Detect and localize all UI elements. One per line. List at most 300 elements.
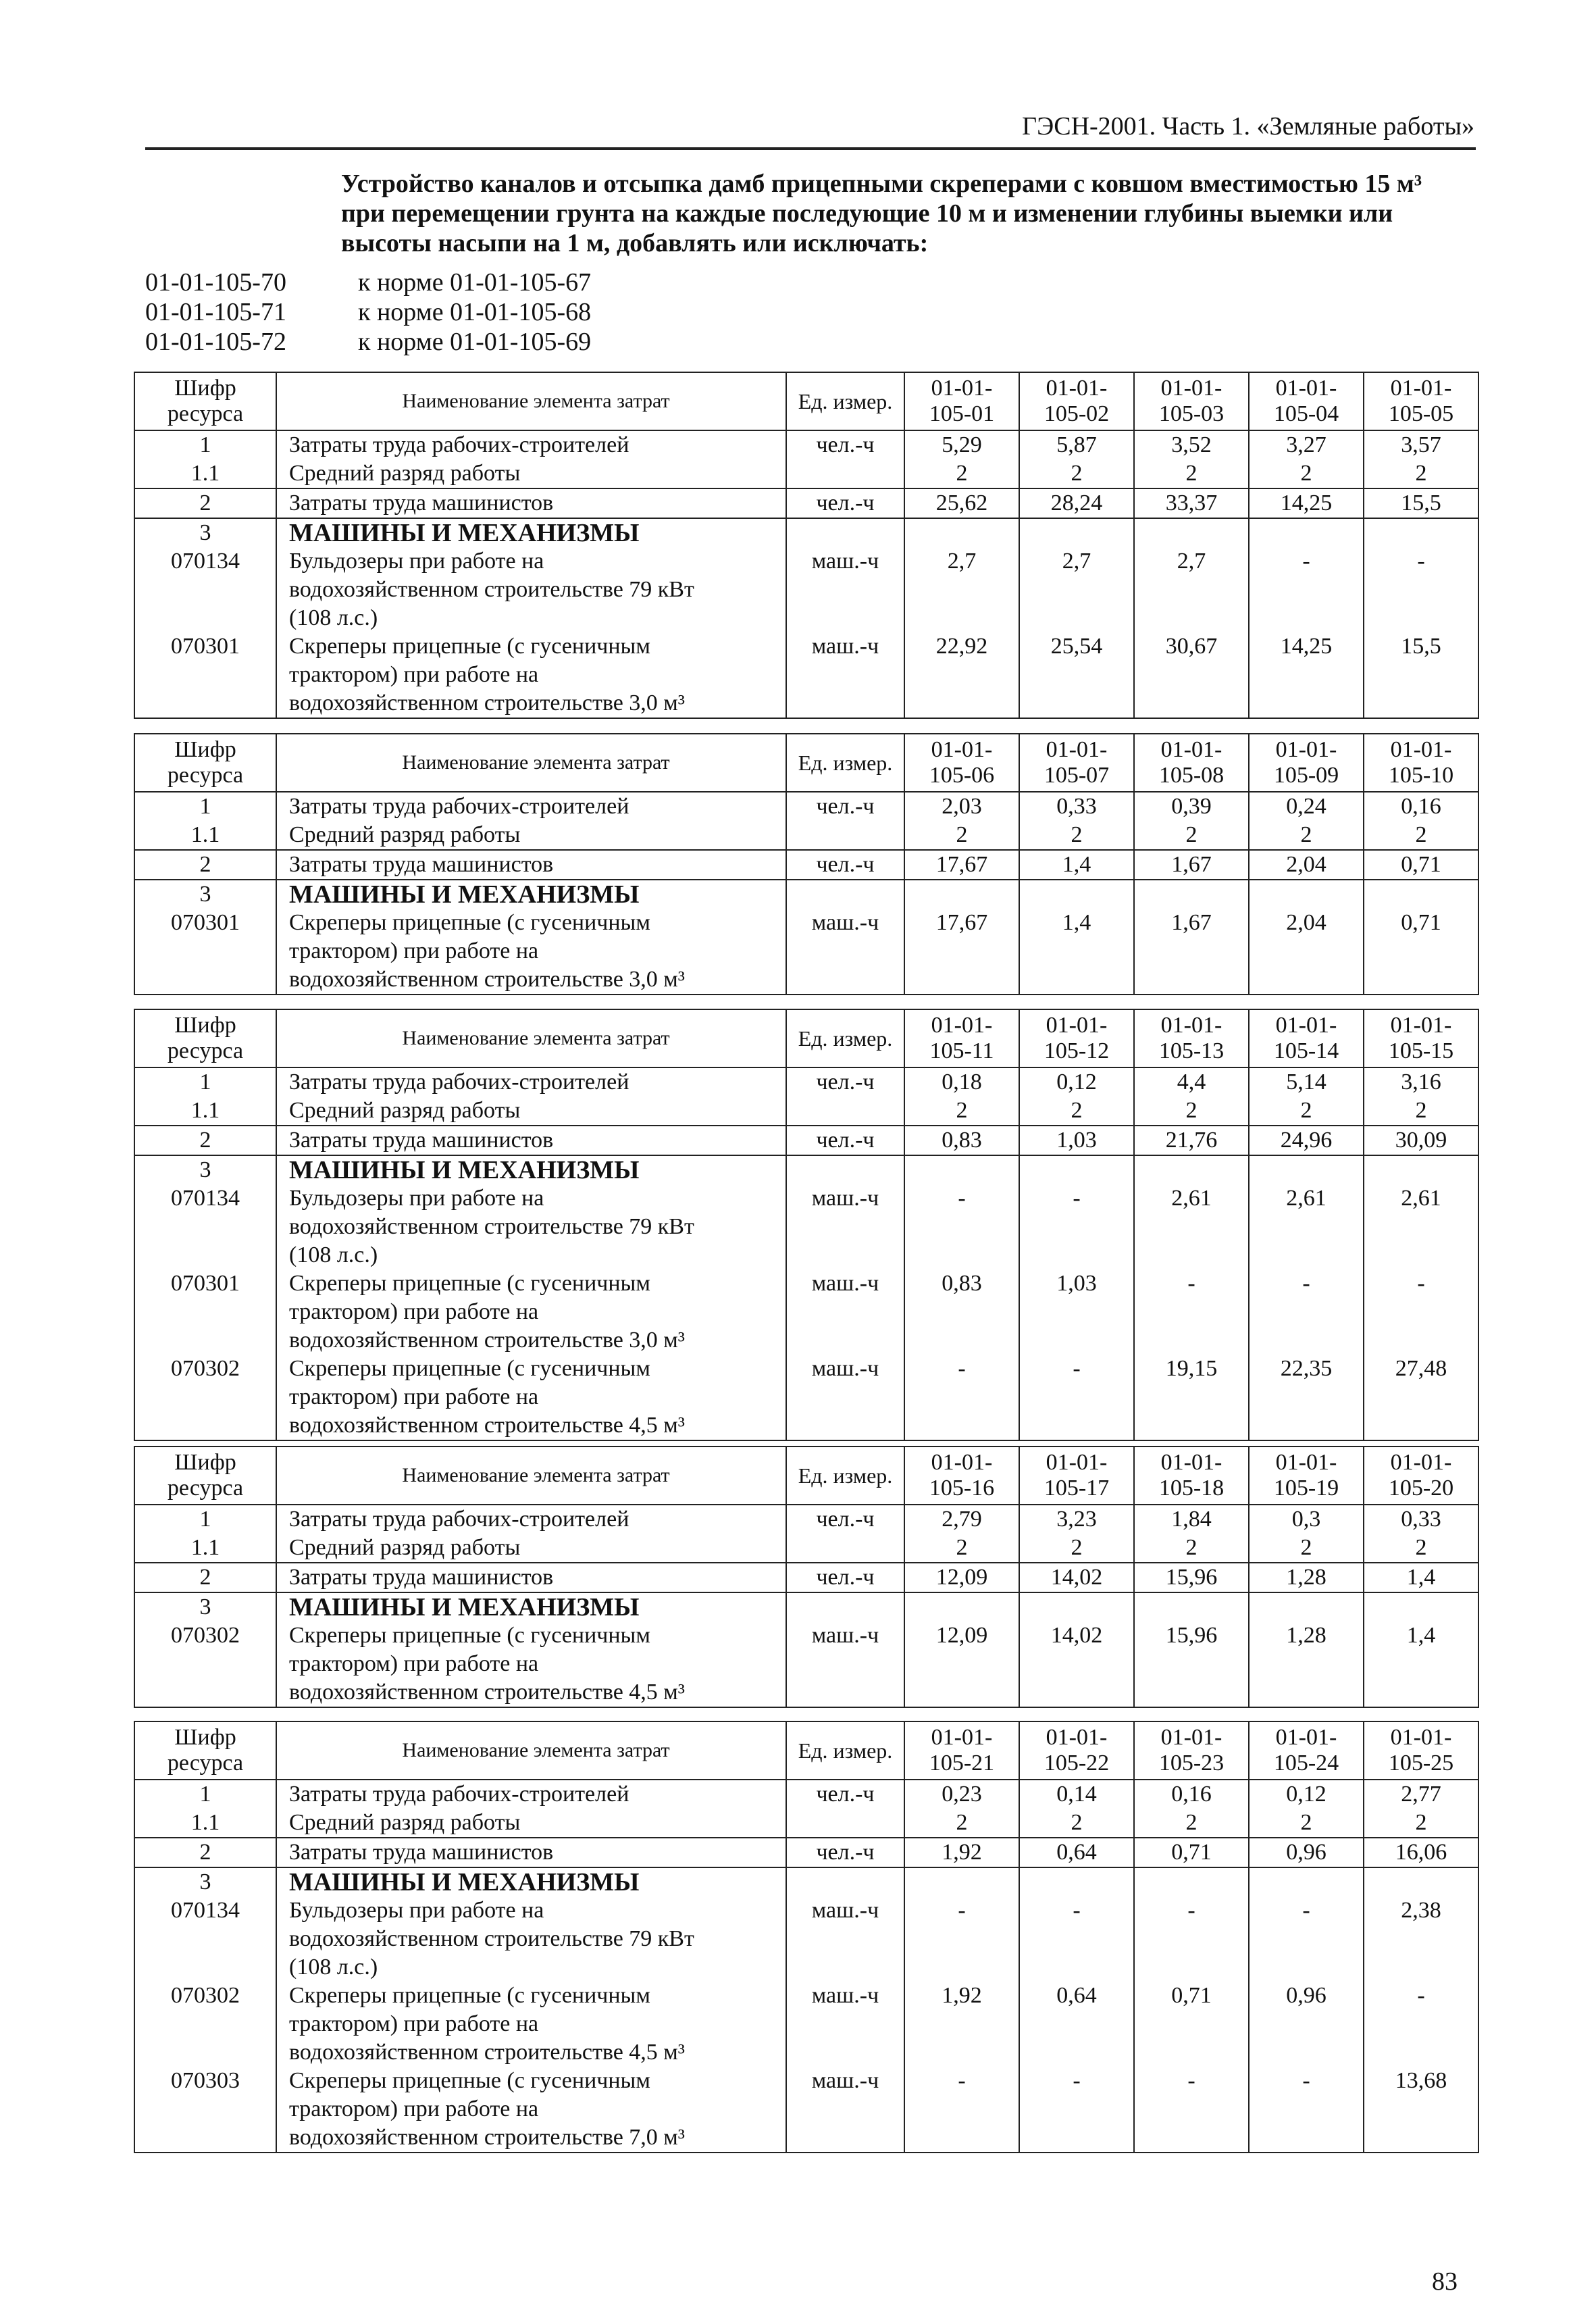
value-cell: 2	[1134, 821, 1249, 850]
resource-unit: маш.-ч	[786, 547, 904, 632]
norm-suffix: 105-06	[929, 763, 995, 788]
norm-suffix: 105-19	[1273, 1476, 1339, 1501]
resource-name	[276, 1184, 786, 1269]
value-cell: 0,64	[1019, 1982, 1134, 2067]
value-cell: -	[1019, 1184, 1134, 1269]
resource-name-line: водохозяйственном строительстве 7,0 м³	[289, 2125, 686, 2150]
table-row	[134, 880, 1478, 909]
resource-code: 070301	[134, 909, 276, 995]
column-header-name: Наименование элемента затрат	[276, 1447, 786, 1505]
column-header-name: Наименование элемента затрат	[276, 1009, 786, 1067]
value-cell: 0,18	[904, 1067, 1019, 1097]
resource-unit: маш.-ч	[786, 1896, 904, 1982]
resource-unit	[786, 880, 904, 909]
value-cell: 2	[1019, 1809, 1134, 1838]
resource-unit: маш.-ч	[786, 632, 904, 718]
resource-name-line: (108 л.с.)	[289, 605, 378, 630]
resource-name	[276, 1896, 786, 1982]
table-row	[134, 1809, 1478, 1838]
resource-code: 1	[134, 1505, 276, 1534]
column-header-norm	[1019, 372, 1134, 430]
norm-prefix: 01-01-	[1390, 1725, 1452, 1750]
table-row	[134, 518, 1478, 547]
table-row	[134, 1838, 1478, 1867]
value-cell: -	[1134, 2067, 1249, 2153]
resource-table	[134, 1446, 1479, 1708]
value-cell: 2	[904, 1097, 1019, 1126]
resource-code: 1	[134, 792, 276, 821]
table-row	[134, 1534, 1478, 1563]
resource-name-line: трактором) при работе на	[289, 2011, 539, 2036]
value-cell: 2	[1249, 459, 1364, 488]
value-cell: 14,25	[1249, 632, 1364, 718]
table-row	[134, 734, 1478, 792]
section-title: МАШИНЫ И МЕХАНИЗМЫ	[276, 518, 786, 547]
value-cell: -	[1134, 1269, 1249, 1355]
value-cell: 15,5	[1364, 488, 1478, 518]
resource-code: 1.1	[134, 1097, 276, 1126]
value-cell: -	[1249, 1896, 1364, 1982]
resource-unit: чел.-ч	[786, 1563, 904, 1592]
resource-name-line: (108 л.с.)	[289, 1242, 378, 1267]
table-row	[134, 1621, 1478, 1707]
norm-prefix: 01-01-	[1275, 1450, 1337, 1475]
column-header-name: Наименование элемента затрат	[276, 372, 786, 430]
value-cell: -	[904, 1896, 1019, 1982]
resource-code: 1.1	[134, 1809, 276, 1838]
norm-prefix: 01-01-	[1390, 1013, 1452, 1038]
value-cell	[1364, 1155, 1478, 1184]
column-header-norm	[1249, 372, 1364, 430]
table-row	[134, 1780, 1478, 1809]
norm-prefix: 01-01-	[1160, 1725, 1222, 1750]
section-title: МАШИНЫ И МЕХАНИЗМЫ	[276, 1155, 786, 1184]
value-cell: 0,33	[1364, 1505, 1478, 1534]
norm-suffix: 105-14	[1273, 1038, 1339, 1063]
resource-name-line: водохозяйственном строительстве 3,0 м³	[289, 967, 686, 992]
resource-code: 070302	[134, 1621, 276, 1707]
value-cell: -	[1249, 1269, 1364, 1355]
norm-reference-text: к норме 01-01-105-67	[358, 268, 592, 297]
norm-reference-row	[145, 297, 591, 327]
running-header: ГЭСН-2001. Часть 1. «Земляные работы»	[1022, 112, 1474, 141]
norm-prefix: 01-01-	[931, 1450, 993, 1475]
norm-suffix: 105-04	[1273, 401, 1339, 426]
value-cell	[904, 1155, 1019, 1184]
value-cell: 2,7	[904, 547, 1019, 632]
value-cell: 28,24	[1019, 488, 1134, 518]
table-row	[134, 1097, 1478, 1126]
norm-prefix: 01-01-	[1275, 737, 1337, 762]
resource-code: 1	[134, 430, 276, 459]
table-row	[134, 488, 1478, 518]
value-cell: 1,92	[904, 1982, 1019, 2067]
norm-suffix: 105-20	[1388, 1476, 1454, 1501]
value-cell: 25,62	[904, 488, 1019, 518]
norm-prefix: 01-01-	[1160, 1450, 1222, 1475]
resource-unit	[786, 1534, 904, 1563]
value-cell: 0,16	[1364, 792, 1478, 821]
resource-name	[276, 1355, 786, 1440]
value-cell: 3,57	[1364, 430, 1478, 459]
value-cell: 0,96	[1249, 1838, 1364, 1867]
resource-name	[276, 632, 786, 718]
norm-suffix: 105-25	[1388, 1751, 1454, 1776]
resource-unit: маш.-ч	[786, 909, 904, 995]
value-cell: -	[1134, 1896, 1249, 1982]
norm-suffix: 105-08	[1158, 763, 1225, 788]
value-cell: 2	[1364, 1097, 1478, 1126]
resource-name-line: Скреперы прицепные (с гусеничным	[289, 1356, 650, 1381]
resource-name-line: Скреперы прицепные (с гусеничным	[289, 2068, 650, 2093]
norm-suffix: 105-15	[1388, 1038, 1454, 1063]
column-header-norm	[904, 1447, 1019, 1505]
norm-prefix: 01-01-	[931, 737, 993, 762]
header-code-line: Шифр	[174, 1450, 236, 1475]
resource-name: Средний разряд работы	[276, 459, 786, 488]
value-cell	[904, 1592, 1019, 1621]
resource-table	[134, 1721, 1479, 2153]
value-cell	[904, 1867, 1019, 1896]
header-rule	[145, 147, 1476, 150]
value-cell: 2,03	[904, 792, 1019, 821]
resource-name: Средний разряд работы	[276, 821, 786, 850]
value-cell: -	[1019, 1355, 1134, 1440]
value-cell: -	[904, 1184, 1019, 1269]
value-cell: 2	[1364, 821, 1478, 850]
value-cell	[1019, 1592, 1134, 1621]
resource-unit	[786, 1809, 904, 1838]
resource-name: Затраты труда машинистов	[276, 1126, 786, 1155]
resource-name	[276, 909, 786, 995]
resource-code: 2	[134, 488, 276, 518]
norm-code: 01-01-105-72	[145, 328, 286, 356]
value-cell: -	[1019, 2067, 1134, 2153]
resource-unit	[786, 518, 904, 547]
resource-unit: маш.-ч	[786, 1982, 904, 2067]
value-cell: 1,28	[1249, 1621, 1364, 1707]
value-cell: 19,15	[1134, 1355, 1249, 1440]
resource-name: Затраты труда рабочих-строителей	[276, 430, 786, 459]
column-header-code	[134, 1721, 276, 1780]
value-cell: 21,76	[1134, 1126, 1249, 1155]
column-header-unit: Ед. измер.	[786, 1009, 904, 1067]
resource-name: Средний разряд работы	[276, 1534, 786, 1563]
norm-prefix: 01-01-	[1160, 376, 1222, 401]
norm-prefix: 01-01-	[931, 1725, 993, 1750]
value-cell	[1019, 880, 1134, 909]
norm-prefix: 01-01-	[1160, 737, 1222, 762]
norm-suffix: 105-12	[1044, 1038, 1110, 1063]
resource-code: 1	[134, 1067, 276, 1097]
column-header-norm	[1364, 734, 1478, 792]
table-row	[134, 547, 1478, 632]
value-cell: 2,04	[1249, 850, 1364, 880]
value-cell: 14,25	[1249, 488, 1364, 518]
table-row	[134, 1155, 1478, 1184]
resource-code: 070303	[134, 2067, 276, 2153]
resource-unit	[786, 1592, 904, 1621]
value-cell: 2	[1249, 1534, 1364, 1563]
value-cell	[1364, 1592, 1478, 1621]
resource-name-line: Бульдозеры при работе на	[289, 1186, 544, 1211]
resource-name-line: (108 л.с.)	[289, 1955, 378, 1980]
value-cell: 1,4	[1019, 850, 1134, 880]
value-cell: 1,28	[1249, 1563, 1364, 1592]
resource-code: 1.1	[134, 459, 276, 488]
table-row	[134, 2067, 1478, 2153]
resource-code: 3	[134, 1867, 276, 1896]
value-cell: -	[1019, 1896, 1134, 1982]
table-row	[134, 372, 1478, 430]
value-cell: -	[1364, 547, 1478, 632]
norm-prefix: 01-01-	[1046, 1013, 1108, 1038]
resource-unit	[786, 459, 904, 488]
norm-suffix: 105-23	[1158, 1751, 1225, 1776]
resource-name: Средний разряд работы	[276, 1809, 786, 1838]
value-cell: 2	[1019, 1534, 1134, 1563]
value-cell	[1249, 1155, 1364, 1184]
value-cell: 1,4	[1364, 1621, 1478, 1707]
value-cell: 1,92	[904, 1838, 1019, 1867]
column-header-norm	[1134, 372, 1249, 430]
norm-suffix: 105-11	[929, 1038, 994, 1063]
value-cell	[1249, 518, 1364, 547]
table-row	[134, 1563, 1478, 1592]
table-row	[134, 632, 1478, 718]
resource-code: 070302	[134, 1355, 276, 1440]
value-cell: 1,4	[1019, 909, 1134, 995]
resource-unit	[786, 1155, 904, 1184]
norm-suffix: 105-01	[929, 401, 995, 426]
value-cell: 33,37	[1134, 488, 1249, 518]
column-header-norm	[1249, 1721, 1364, 1780]
column-header-code	[134, 372, 276, 430]
resource-code: 2	[134, 1563, 276, 1592]
resource-unit: чел.-ч	[786, 1505, 904, 1534]
resource-name-line: трактором) при работе на	[289, 938, 539, 963]
resource-code: 070302	[134, 1982, 276, 2067]
resource-code: 1.1	[134, 1534, 276, 1563]
value-cell	[1249, 1867, 1364, 1896]
resource-name-line: Бульдозеры при работе на	[289, 549, 544, 574]
table-row	[134, 1067, 1478, 1097]
resource-unit: маш.-ч	[786, 1621, 904, 1707]
value-cell: 2,61	[1364, 1184, 1478, 1269]
column-header-norm	[904, 734, 1019, 792]
header-code-line: Шифр	[174, 1013, 236, 1038]
value-cell: 0,96	[1249, 1982, 1364, 2067]
resource-name-line: водохозяйственном строительстве 79 кВт	[289, 577, 694, 602]
resource-name: Затраты труда машинистов	[276, 488, 786, 518]
resource-name-line: водохозяйственном строительстве 3,0 м³	[289, 1328, 686, 1353]
resource-unit: чел.-ч	[786, 488, 904, 518]
resource-name: Затраты труда рабочих-строителей	[276, 1780, 786, 1809]
intro-text: Устройство каналов и отсыпка дамб прицепными скреперами с ковшом вместимостью 15 м³ при перемещении грунта на каждые последующие 10 м и изменении глубины выемки или высоты насыпи на 1 м, добавлять или исключать:	[341, 170, 1422, 257]
value-cell: 0,83	[904, 1126, 1019, 1155]
table-row	[134, 1355, 1478, 1440]
resource-unit: чел.-ч	[786, 792, 904, 821]
resource-name-line: трактором) при работе на	[289, 1299, 539, 1324]
norm-prefix: 01-01-	[931, 1013, 993, 1038]
column-header-norm	[904, 1009, 1019, 1067]
column-header-norm	[1249, 1009, 1364, 1067]
column-header-unit: Ед. измер.	[786, 1721, 904, 1780]
value-cell: 14,02	[1019, 1563, 1134, 1592]
value-cell	[1134, 1867, 1249, 1896]
value-cell: 1,67	[1134, 850, 1249, 880]
value-cell: 2	[904, 1534, 1019, 1563]
value-cell: 2,61	[1134, 1184, 1249, 1269]
column-header-code	[134, 734, 276, 792]
norm-references	[145, 268, 591, 357]
norm-prefix: 01-01-	[1275, 1013, 1337, 1038]
column-header-unit: Ед. измер.	[786, 734, 904, 792]
resource-unit	[786, 1867, 904, 1896]
norm-prefix: 01-01-	[1046, 376, 1108, 401]
value-cell: 30,09	[1364, 1126, 1478, 1155]
norm-prefix: 01-01-	[1390, 737, 1452, 762]
resource-unit	[786, 1097, 904, 1126]
value-cell: 30,67	[1134, 632, 1249, 718]
value-cell	[904, 880, 1019, 909]
resource-unit: чел.-ч	[786, 430, 904, 459]
value-cell: 0,24	[1249, 792, 1364, 821]
value-cell: 0,12	[1249, 1780, 1364, 1809]
section-title: МАШИНЫ И МЕХАНИЗМЫ	[276, 880, 786, 909]
norm-suffix: 105-13	[1158, 1038, 1225, 1063]
resource-code: 3	[134, 880, 276, 909]
value-cell: 14,02	[1019, 1621, 1134, 1707]
resource-code: 3	[134, 1155, 276, 1184]
resource-name-line: трактором) при работе на	[289, 2096, 539, 2121]
value-cell: 1,03	[1019, 1126, 1134, 1155]
value-cell	[1019, 1867, 1134, 1896]
norm-suffix: 105-16	[929, 1476, 995, 1501]
header-code-line: ресурса	[167, 1751, 244, 1776]
column-header-norm	[1019, 734, 1134, 792]
resource-name-line: Скреперы прицепные (с гусеничным	[289, 1271, 650, 1296]
column-header-norm	[1364, 1009, 1478, 1067]
value-cell: 3,27	[1249, 430, 1364, 459]
value-cell: 2,38	[1364, 1896, 1478, 1982]
table-row	[134, 1184, 1478, 1269]
norm-suffix: 105-10	[1388, 763, 1454, 788]
table-row	[134, 1867, 1478, 1896]
value-cell: 13,68	[1364, 2067, 1478, 2153]
value-cell: 1,67	[1134, 909, 1249, 995]
norm-prefix: 01-01-	[1160, 1013, 1222, 1038]
resource-name	[276, 2067, 786, 2153]
norm-suffix: 105-05	[1388, 401, 1454, 426]
value-cell: 3,23	[1019, 1505, 1134, 1534]
value-cell: 2,79	[904, 1505, 1019, 1534]
resource-name-line: водохозяйственном строительстве 4,5 м³	[289, 1413, 686, 1438]
value-cell: 22,35	[1249, 1355, 1364, 1440]
value-cell: 2,7	[1019, 547, 1134, 632]
value-cell: 0,33	[1019, 792, 1134, 821]
table-row	[134, 1592, 1478, 1621]
norm-suffix: 105-07	[1044, 763, 1110, 788]
table-row	[134, 1447, 1478, 1505]
resource-name-line: водохозяйственном строительстве 79 кВт	[289, 1214, 694, 1239]
column-header-norm	[1134, 734, 1249, 792]
resource-code: 070134	[134, 1184, 276, 1269]
value-cell: 0,12	[1019, 1067, 1134, 1097]
value-cell: 16,06	[1364, 1838, 1478, 1867]
resource-name: Затраты труда рабочих-строителей	[276, 792, 786, 821]
table-row	[134, 1269, 1478, 1355]
header-code-line: Шифр	[174, 737, 236, 762]
value-cell: 2	[1364, 459, 1478, 488]
resource-name-line: трактором) при работе на	[289, 1384, 539, 1409]
resource-unit: чел.-ч	[786, 850, 904, 880]
value-cell: -	[1249, 547, 1364, 632]
value-cell: 25,54	[1019, 632, 1134, 718]
resource-code: 2	[134, 1838, 276, 1867]
resource-name	[276, 1269, 786, 1355]
column-header-unit: Ед. измер.	[786, 1447, 904, 1505]
value-cell: 2	[1134, 1097, 1249, 1126]
value-cell: 4,4	[1134, 1067, 1249, 1097]
norm-suffix: 105-24	[1273, 1751, 1339, 1776]
resource-code: 1.1	[134, 821, 276, 850]
table-row	[134, 1009, 1478, 1067]
norm-suffix: 105-22	[1044, 1751, 1110, 1776]
resource-code: 070134	[134, 547, 276, 632]
column-header-norm	[1364, 1447, 1478, 1505]
value-cell	[1134, 518, 1249, 547]
value-cell: 2	[904, 1809, 1019, 1838]
norm-reference-text: к норме 01-01-105-68	[358, 298, 592, 326]
column-header-norm	[904, 372, 1019, 430]
value-cell: 0,71	[1134, 1838, 1249, 1867]
resource-name-line: Скреперы прицепные (с гусеничным	[289, 910, 650, 935]
value-cell: 12,09	[904, 1563, 1019, 1592]
value-cell: 2	[1249, 1097, 1364, 1126]
value-cell: -	[904, 1355, 1019, 1440]
column-header-name: Наименование элемента затрат	[276, 734, 786, 792]
value-cell: 2	[1134, 459, 1249, 488]
value-cell: 2	[904, 459, 1019, 488]
value-cell: 3,52	[1134, 430, 1249, 459]
value-cell: 2	[1134, 1534, 1249, 1563]
value-cell	[1134, 880, 1249, 909]
resource-name: Затраты труда машинистов	[276, 1563, 786, 1592]
column-header-norm	[1134, 1721, 1249, 1780]
norm-suffix: 105-21	[929, 1751, 995, 1776]
value-cell: 2	[904, 821, 1019, 850]
norm-suffix: 105-03	[1158, 401, 1225, 426]
column-header-norm	[1134, 1447, 1249, 1505]
column-header-norm	[904, 1721, 1019, 1780]
column-header-norm	[1019, 1721, 1134, 1780]
resource-name-line: водохозяйственном строительстве 79 кВт	[289, 1926, 694, 1951]
norm-code: 01-01-105-70	[145, 268, 286, 297]
norm-prefix: 01-01-	[1275, 1725, 1337, 1750]
resource-unit: чел.-ч	[786, 1067, 904, 1097]
column-header-norm	[1364, 372, 1478, 430]
norm-reference-text: к норме 01-01-105-69	[358, 328, 592, 356]
value-cell: 5,14	[1249, 1067, 1364, 1097]
resource-name-line: Скреперы прицепные (с гусеничным	[289, 634, 650, 659]
value-cell: 2	[1019, 1097, 1134, 1126]
value-cell: 2	[1019, 821, 1134, 850]
column-header-norm	[1019, 1447, 1134, 1505]
value-cell	[1019, 518, 1134, 547]
resource-unit: чел.-ч	[786, 1126, 904, 1155]
resource-code: 3	[134, 518, 276, 547]
